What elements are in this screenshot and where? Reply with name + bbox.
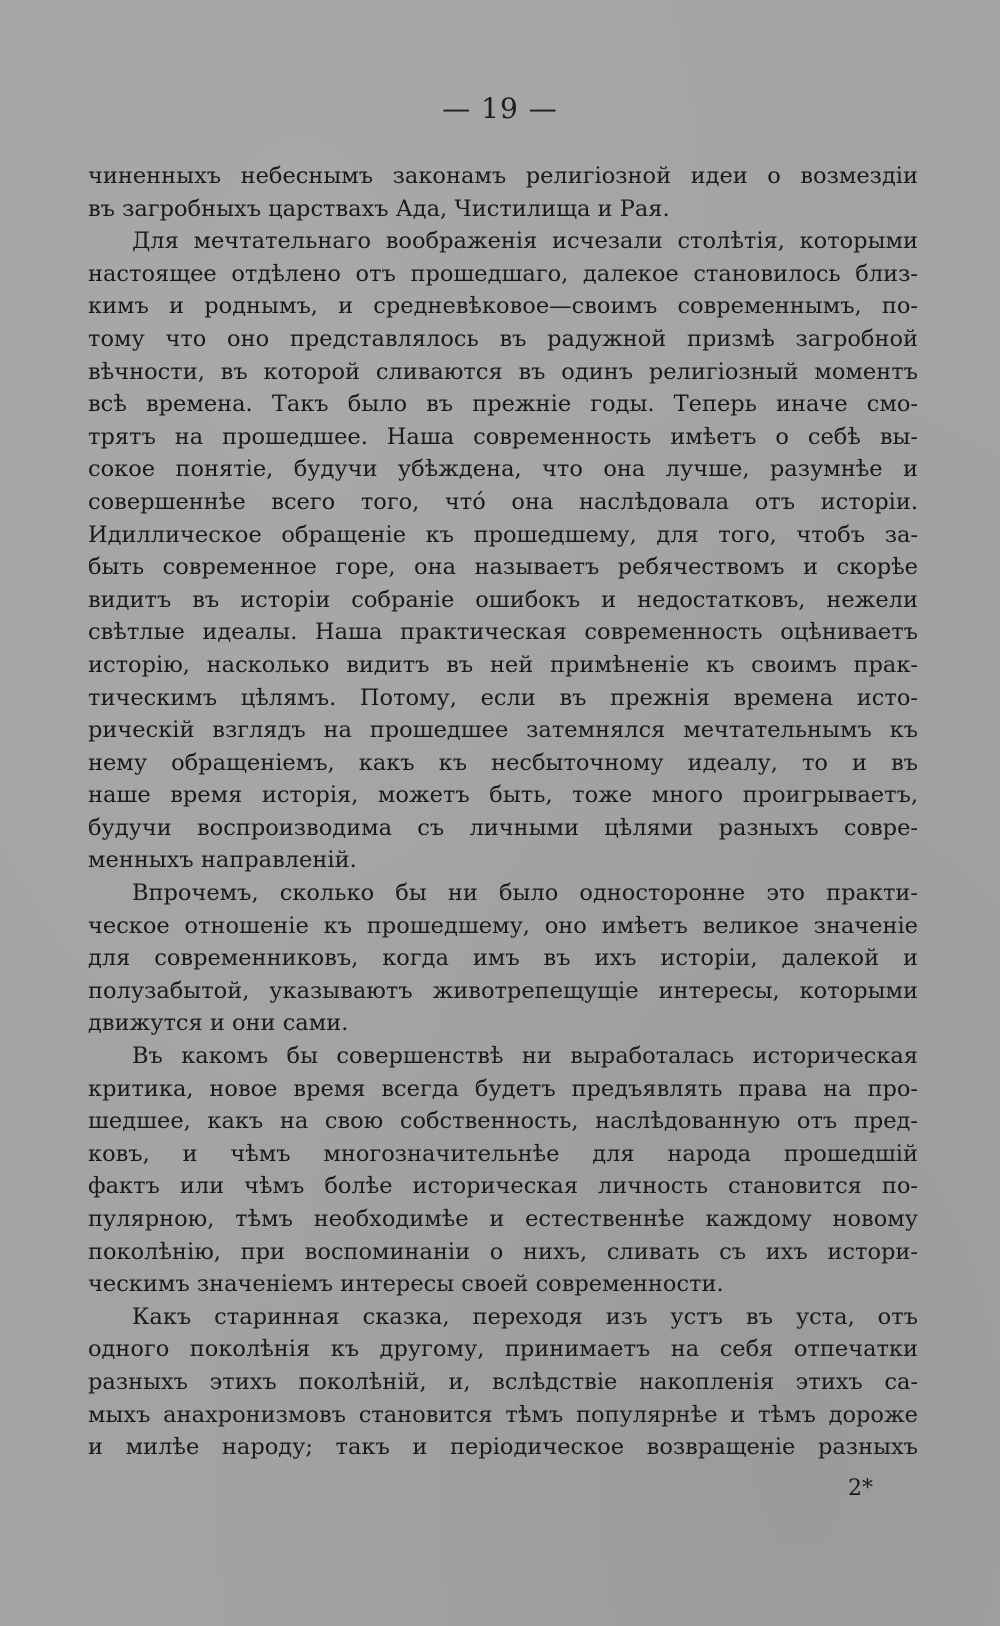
text-line: тическимъ цѣлямъ. Потому, если въ прежнія времена исто-	[88, 684, 918, 711]
text-line: нему обращеніемъ, какъ къ несбыточному идеалу, то и въ	[88, 749, 918, 776]
text-line: будучи воспроизводима съ личными цѣлями разныхъ совре-	[88, 814, 918, 841]
text-line: исторію, насколько видитъ въ ней примѣненіе къ своимъ прак-	[88, 651, 918, 678]
text-line: вѣчности, въ которой сливаются въ одинъ религіозный моментъ	[88, 358, 918, 385]
text-line: рическій взглядъ на прошедшее затемнялся мечтательнымъ къ	[88, 717, 918, 744]
paragraph-first-line: Въ какомъ бы совершенствѣ ни выработалась историческая	[132, 1043, 918, 1070]
text-line: фактъ или чѣмъ болѣе историческая личность становится по-	[88, 1173, 918, 1200]
text-line: ческое отношеніе къ прошедшему, оно имѣетъ великое значеніе	[88, 912, 918, 939]
paragraph-first-line: Для мечтательнаго воображенія исчезали столѣтія, которыми	[132, 228, 918, 255]
text-line: полузабытой, указываютъ животрепещущіе интересы, которыми	[88, 977, 918, 1004]
text-line: Идиллическое обращеніе къ прошедшему, для того, чтобъ за-	[88, 521, 918, 548]
text-line: кимъ и роднымъ, и средневѣковое—своимъ современнымъ, по-	[88, 293, 918, 320]
text-line: мыхъ анахронизмовъ становится тѣмъ популярнѣе и тѣмъ дороже	[88, 1401, 918, 1428]
text-line: одного поколѣнія къ другому, принимаетъ на себя отпечатки	[88, 1336, 918, 1363]
text-line: совершеннѣе всего того, чтó она наслѣдовала отъ исторіи.	[88, 488, 918, 515]
text-line: наше время исторія, можетъ быть, тоже много проигрываетъ,	[88, 782, 918, 809]
text-line: разныхъ этихъ поколѣній, и, вслѣдствіе накопленія этихъ са-	[88, 1368, 918, 1395]
text-line: ковъ, и чѣмъ многозначительнѣе для народа прошедшій	[88, 1140, 918, 1167]
text-line: менныхъ направленій.	[88, 847, 357, 874]
text-line: чиненныхъ небеснымъ законамъ религіозной идеи о возмездіи	[88, 163, 918, 189]
text-line: движутся и они сами.	[88, 1010, 349, 1037]
text-line: пулярною, тѣмъ необходимѣе и естественнѣе каждому новому	[88, 1206, 918, 1232]
text-line: поколѣнію, при воспоминаніи о нихъ, сливать съ ихъ истори-	[88, 1238, 918, 1265]
text-line: критика, новое время всегда будетъ предъявлять права на про-	[88, 1075, 918, 1102]
text-line: свѣтлые идеалы. Наша практическая современность оцѣниваетъ	[88, 619, 918, 646]
text-line: сокое понятіе, будучи убѣждена, что она лучше, разумнѣе и	[88, 456, 918, 483]
paragraph-first-line: Впрочемъ, сколько бы ни было одностороннe это практи-	[132, 880, 918, 907]
paragraph-first-line: Какъ старинная сказка, переходя изъ устъ въ уста, отъ	[132, 1303, 918, 1330]
text-line: видитъ въ исторіи собраніе ошибокъ и недостатковъ, нежели	[88, 586, 918, 613]
text-line: тому что оно представлялось въ радужной призмѣ загробной	[88, 325, 918, 352]
text-line: для современниковъ, когда имъ въ ихъ исторіи, далекой и	[88, 945, 918, 972]
text-line: быть современное горе, она называетъ ребячествомъ и скорѣе	[88, 554, 918, 581]
signature-mark: 2*	[848, 1476, 873, 1501]
text-line: трятъ на прошедшее. Наша современность имѣетъ о себѣ вы-	[88, 423, 918, 450]
text-line: въ загробныхъ царствахъ Ада, Чистилища и Рая.	[88, 195, 670, 222]
text-line: всѣ времена. Такъ было въ прежніе годы. Теперь иначе смо-	[88, 391, 918, 418]
page-number: — 19 —	[442, 92, 558, 125]
text-line: ческимъ значеніемъ интересы своей современности.	[88, 1271, 724, 1298]
text-line: настоящее отдѣлено отъ прошедшаго, далекое становилось близ-	[88, 260, 918, 287]
body-text	[88, 160, 918, 1464]
text-line: шедшее, какъ на свою собственность, наслѣдованную отъ пред-	[88, 1108, 918, 1135]
text-line: и милѣе народу; такъ и періодическое возвращеніе разныхъ	[88, 1434, 918, 1461]
